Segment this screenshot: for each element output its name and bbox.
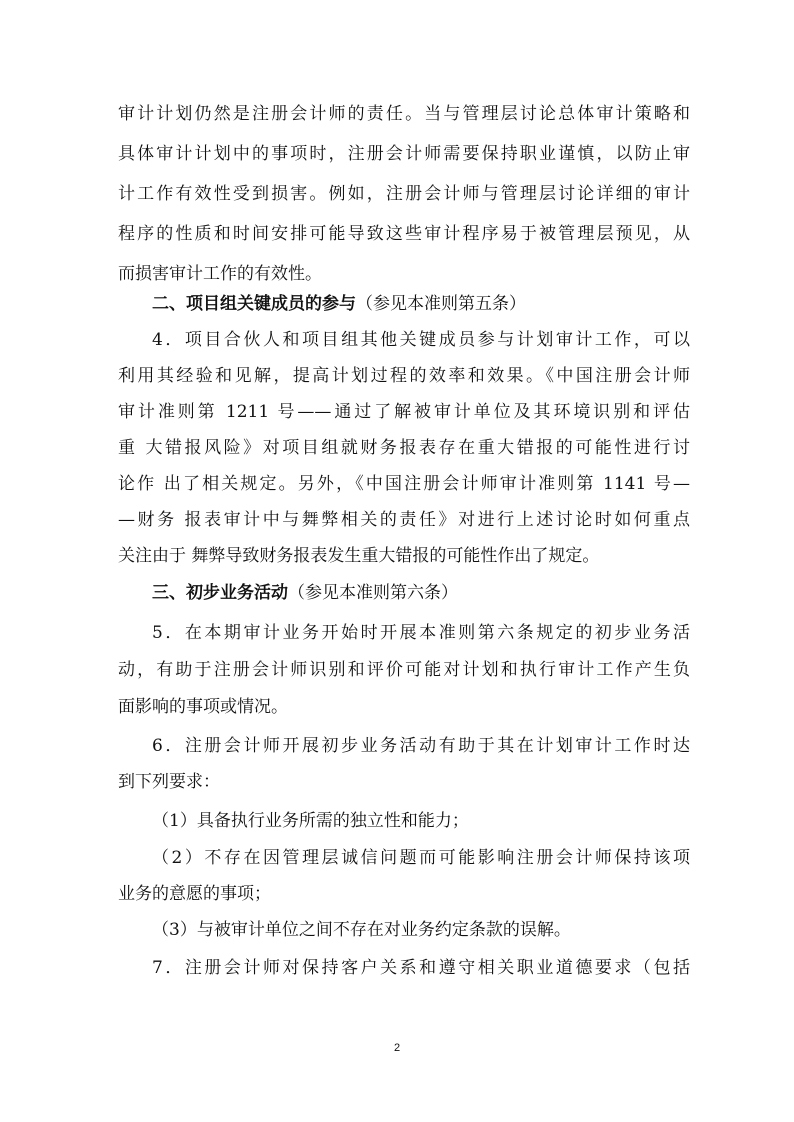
paragraph-line: 5．在本期审计业务开始时开展本准则第六条规定的初步业务活 [152,623,690,643]
paragraph-line: 面影响的事项或情况。 [118,697,288,717]
paragraph-line: 程序的性质和时间安排可能导致这些审计程序易于被管理层预见，从 [118,224,690,244]
paragraph-line: 7．注册会计师对保持客户关系和遵守相关职业道德要求（包括 [152,958,690,978]
paragraph-line: 重 大错报风险》对项目组就财务报表存在重大错报的可能性进行讨 [118,438,690,458]
paragraph-line: 到下列要求： [118,772,220,792]
list-item: （1）具备执行业务所需的独立性和能力； [152,811,469,831]
paragraph-line: 论作 出了相关规定。另外，《中国注册会计师审计准则第 1141 号— [118,474,690,494]
section-heading-reference: （参见本准则第六条） [288,583,458,603]
paragraph-line: 审计计划仍然是注册会计师的责任。当与管理层讨论总体审计策略和 [118,104,690,124]
paragraph-line: 关注由于 舞弊导致财务报表发生重大错报的可能性作出了规定。 [118,546,600,566]
section-heading-title: 二、项目组关键成员的参与 [152,294,356,314]
list-item: （3）与被审计单位之间不存在对业务约定条款的误解。 [152,920,571,940]
paragraph-line: 审计准则第 1211 号——通过了解被审计单位及其环境识别和评估 [118,402,690,422]
paragraph-line: 利用其经验和见解，提高计划过程的效率和效果。《中国注册会计师 [118,366,690,386]
section-heading-title: 三、初步业务活动 [152,583,288,603]
paragraph-line: 计工作有效性受到损害。例如，注册会计师与管理层讨论详细的审计 [118,184,690,204]
paragraph-line: 而损害审计工作的有效性。 [118,264,322,284]
paragraph-line: 4．项目合伙人和项目组其他关键成员参与计划审计工作，可以 [152,330,690,350]
paragraph-line: 动，有助于注册会计师识别和评价可能对计划和执行审计工作产生负 [118,660,690,680]
section-heading [152,294,692,314]
paragraph-line: —财务 报表审计中与舞弊相关的责任》对进行上述讨论时如何重点 [118,510,690,530]
list-item: 业务的意愿的事项； [118,884,271,904]
section-heading-reference: （参见本准则第五条） [356,294,526,314]
page-number: 2 [393,1042,401,1054]
paragraph-line: 6．注册会计师开展初步业务活动有助于其在计划审计工作时达 [152,736,690,756]
section-heading [152,583,692,603]
list-item: （2）不存在因管理层诚信问题而可能影响注册会计师保持该项 [152,848,690,868]
paragraph-line: 具体审计计划中的事项时，注册会计师需要保持职业谨慎，以防止审 [118,144,690,164]
